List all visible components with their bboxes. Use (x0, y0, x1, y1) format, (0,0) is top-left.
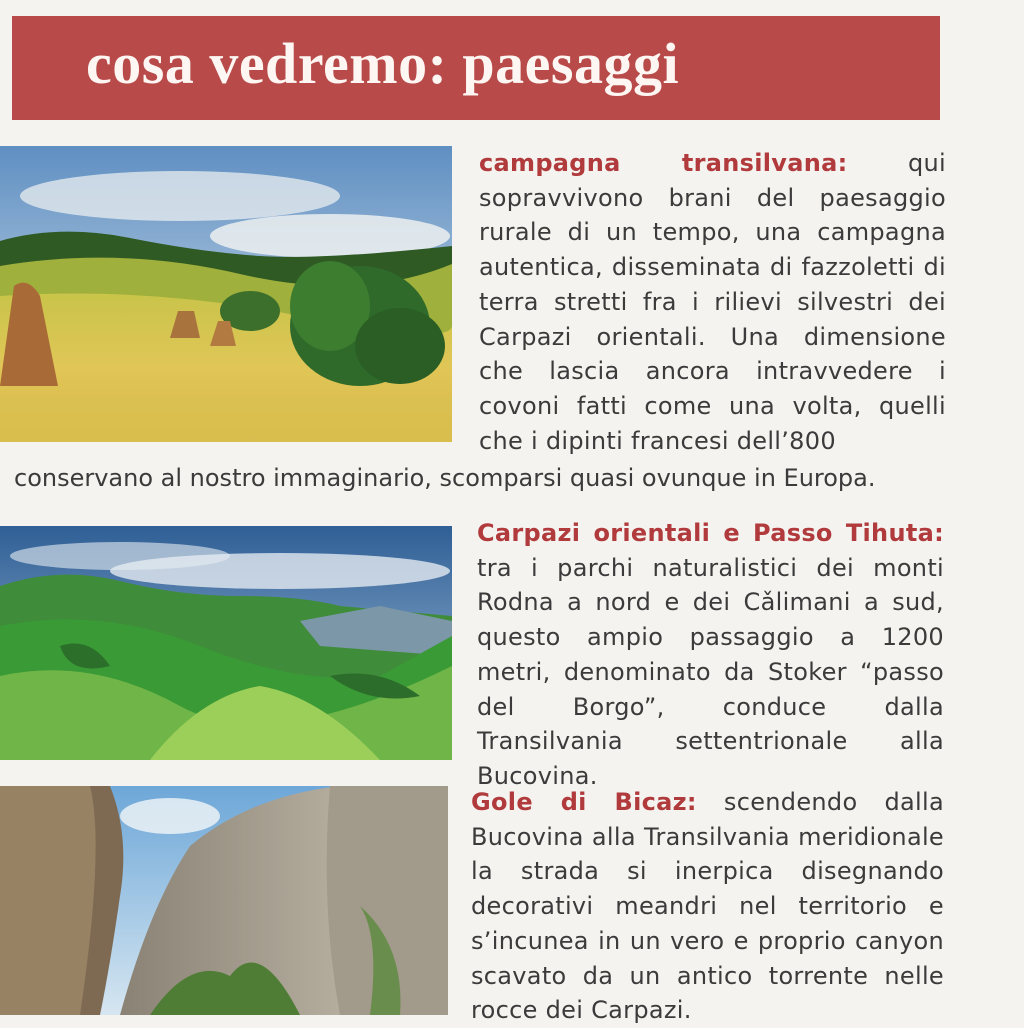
section-heading: campagna transilvana: (479, 149, 848, 177)
mountain-pass-photo (0, 526, 452, 760)
section-body: scendendo dalla Bucovina alla Transilvania meridionale la strada si inerpica disegnando decorativi meandri nel territorio e s’incunea in un vero e proprio canyon scavato da un antico torrente nelle rocce dei Carpazi. (471, 788, 944, 1025)
section-body: tra i parchi naturalistici dei monti Rodna a nord e dei Cǎlimani a sud, questo ampio passaggio a 1200 metri, denominato da Stoker “passo del Borgo”, conduce dalla Transilvania settentrionale alla Bucovina. (477, 553, 944, 790)
section-heading: Gole di Bicaz: (471, 788, 697, 816)
section-body: qui sopravvivono brani del paesaggio rurale di un tempo, una campagna autentica, disseminata di fazzoletti di terra stretti fra i rilievi silvestri dei Carpazi orientali. Una dimensione che lascia ancora intravvedere i covoni fatti come una volta, quelli che i dipinti francesi dell’800 (479, 149, 946, 455)
section-canyon (471, 785, 944, 1028)
canyon-image (0, 786, 448, 1015)
section-heading: Carpazi orientali e Passo Tihuta: (477, 519, 944, 547)
title-banner (12, 16, 940, 120)
section-countryside (479, 146, 946, 458)
mountain-pass-image (0, 526, 452, 760)
section-mountain-pass (477, 516, 944, 794)
canyon-photo (0, 786, 448, 1015)
page-title: cosa vedremo: paesaggi (86, 31, 680, 96)
countryside-photo (0, 146, 452, 442)
countryside-image (0, 146, 452, 442)
section-countryside-continued: conservano al nostro immaginario, scomparsi quasi ovunque in Europa. (14, 464, 876, 492)
